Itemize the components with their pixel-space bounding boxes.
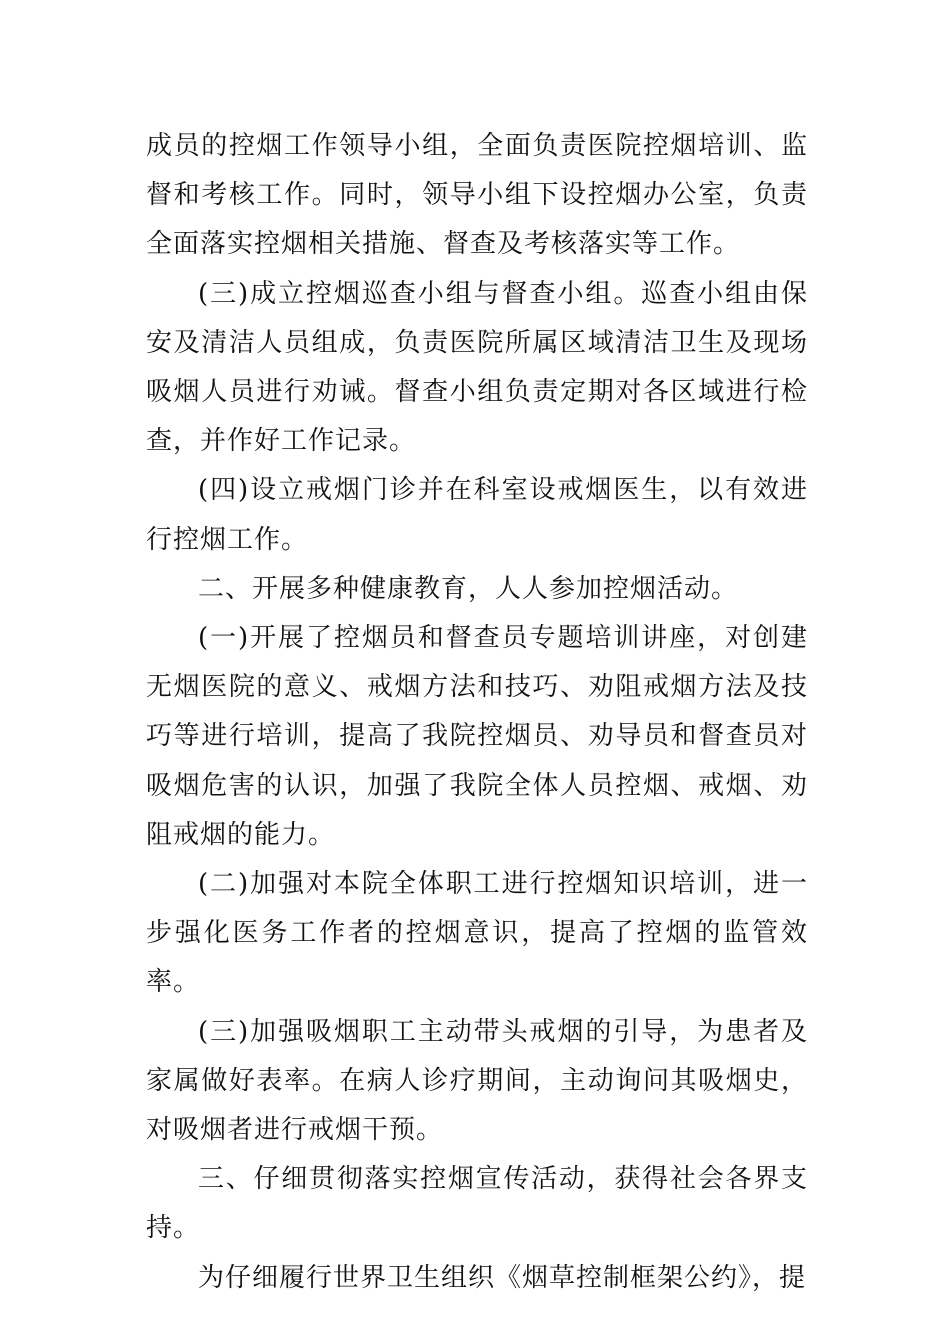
- document-page: [146, 122, 808, 1303]
- paragraph-7: (三)加强吸烟职工主动带头戒烟的引导，为患者及家属做好表率。在病人诊疗期间，主动询问其吸烟史，对吸烟者进行戒烟干预。: [146, 1016, 808, 1146]
- paragraph-5: (一)开展了控烟员和督查员专题培训讲座，对创建无烟医院的意义、戒烟方法和技巧、劝阻戒烟方法及技巧等进行培训，提高了我院控烟员、劝导员和督查员对吸烟危害的认识，加强了我院全体人员控烟、戒烟、劝阻戒烟的能力。: [146, 623, 808, 850]
- paragraph-1: 成员的控烟工作领导小组，全面负责医院控烟培训、监督和考核工作。同时，领导小组下设控烟办公室，负责全面落实控烟相关措施、督查及考核落实等工作。: [146, 131, 808, 260]
- paragraph-6: (二)加强对本院全体职工进行控烟知识培训，进一步强化医务工作者的控烟意识，提高了控烟的监管效率。: [146, 869, 808, 998]
- paragraph-2: (三)成立控烟巡查小组与督查小组。巡查小组由保安及清洁人员组成，负责医院所属区域清洁卫生及现场吸烟人员进行劝诫。督查小组负责定期对各区域进行检查，并作好工作记录。: [146, 278, 808, 457]
- paragraph-8: 三、仔细贯彻落实控烟宣传活动，获得社会各界支持。: [146, 1164, 808, 1244]
- paragraph-9: 为仔细履行世界卫生组织《烟草控制框架公约》，提: [198, 1262, 807, 1293]
- paragraph-4: 二、开展多种健康教育，人人参加控烟活动。: [198, 573, 739, 604]
- paragraph-3: (四)设立戒烟门诊并在科室设戒烟医生，以有效进行控烟工作。: [146, 475, 808, 555]
